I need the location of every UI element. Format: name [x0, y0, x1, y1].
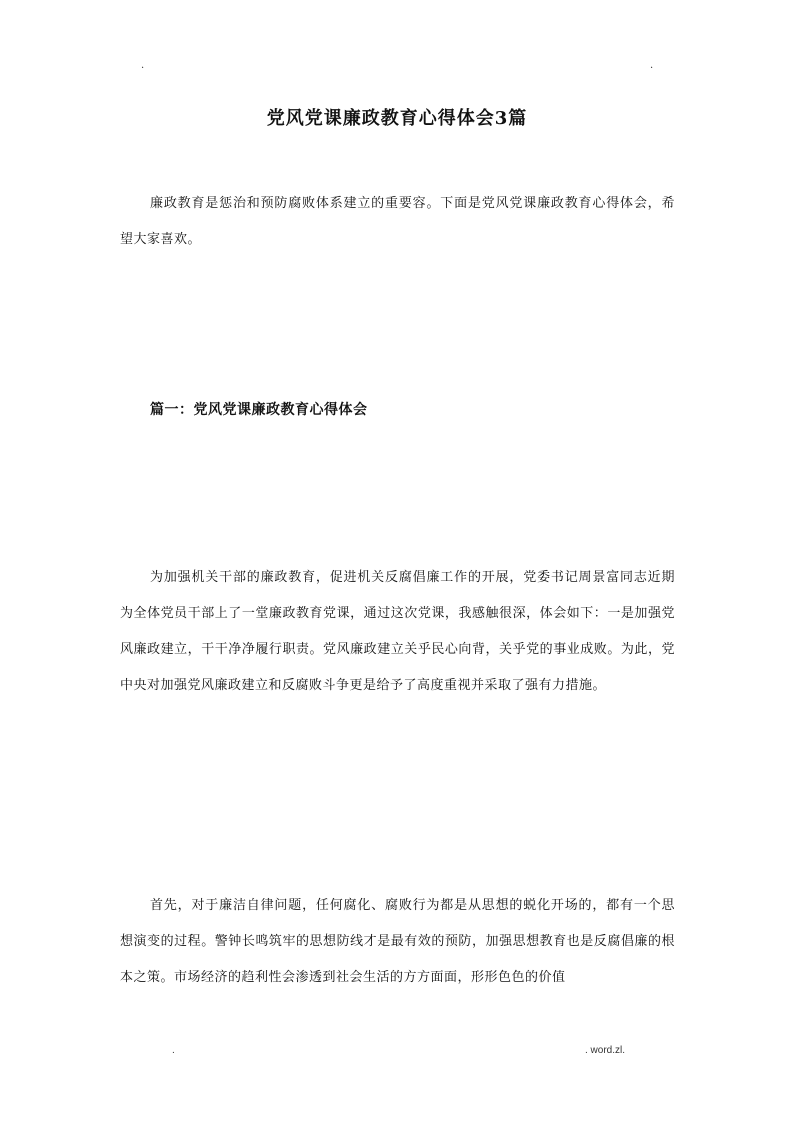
body-paragraph: 为加强机关干部的廉政教育，促进机关反腐倡廉工作的开展，党委书记周景富同志近期为全体党员干部上了一堂廉政教育党课，通过这次党课，我感触很深，体会如下：一是加强党风廉政建立，干干净净履行职责。党风廉政建立关乎民心向背，关乎党的事业成败。为此，党中央对加强党风廉政建立和反腐败斗争更是给予了高度重视并采取了强有力措施。	[120, 570, 675, 693]
body-paragraph: 首先，对于廉洁自律问题，任何腐化、腐败行为都是从思想的蜕化开场的，都有一个思想演变的过程。警钟长鸣筑牢的思想防线才是最有效的预防，加强思想教育也是反腐倡廉的根本之策。市场经济的趋利性会渗透到社会生活的方方面面，形形色色的价值	[120, 898, 675, 985]
intro-paragraph: 廉政教育是惩治和预防腐败体系建立的重要容。下面是党风党课廉政教育心得体会，希望大家喜欢。	[120, 196, 675, 247]
footer-source-text: . word.zl.	[585, 1045, 626, 1056]
section-heading: 篇一：党风党课廉政教育心得体会	[150, 402, 368, 418]
document-title: 党风党课廉政教育心得体会3篇	[266, 108, 528, 129]
footer-mark-left: .	[172, 1045, 175, 1056]
header-mark-right: .	[650, 60, 654, 71]
header-mark-left: .	[141, 60, 145, 71]
